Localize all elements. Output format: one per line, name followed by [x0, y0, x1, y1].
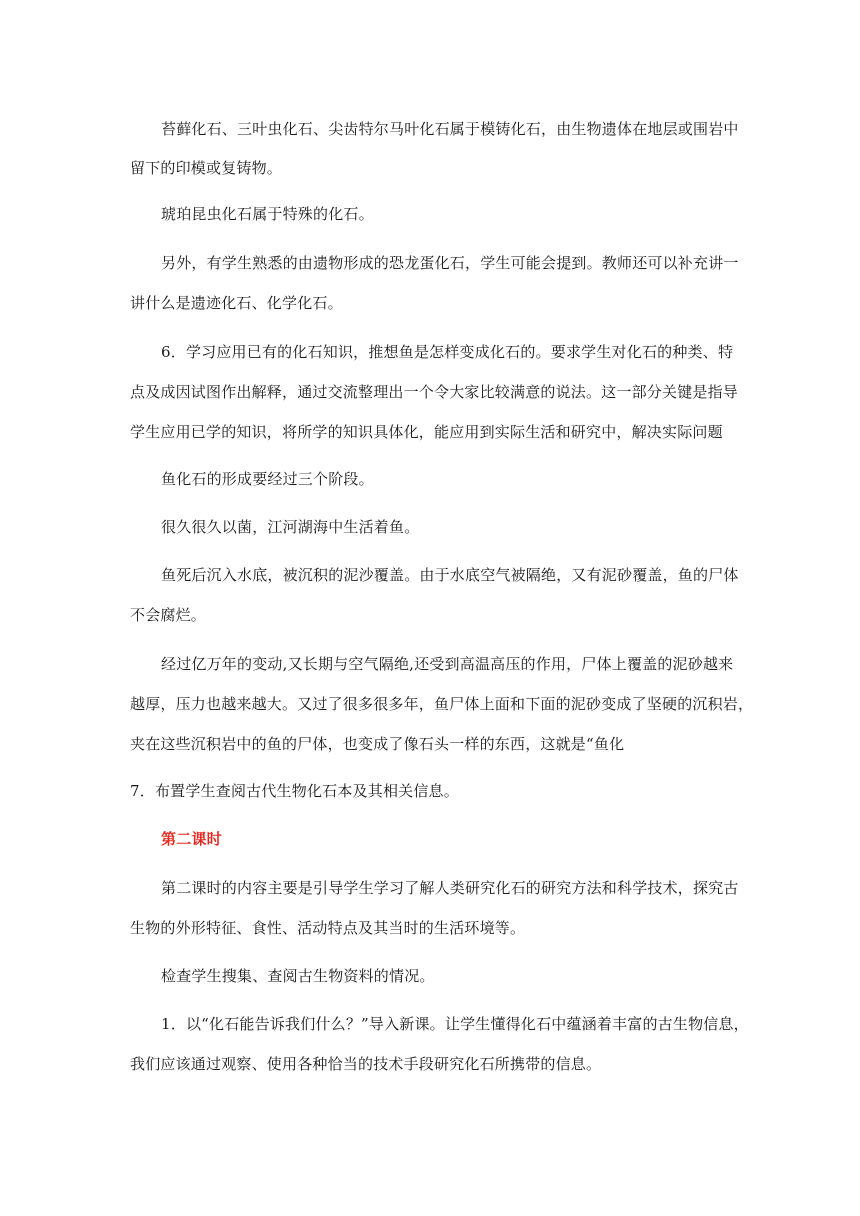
- paragraph-line: 我们应该通过观察、使用各种恰当的技术手段研究化石所携带的信息。: [130, 1055, 602, 1073]
- paragraph-line: 学生应用已学的知识，将所学的知识具体化，能应用到实际生活和研究中，解决实际问题: [130, 423, 723, 441]
- paragraph-line: 1．以“化石能告诉我们什么？”导入新课。让学生懂得化石中蕴涵着丰富的古生物信息，: [161, 1015, 749, 1033]
- paragraph-line: 鱼死后沉入水底，被沉积的泥沙覆盖。由于水底空气被隔绝，又有泥砂覆盖，鱼的尸体: [161, 566, 739, 584]
- paragraph-line: 7．布置学生查阅古代生物化石本及其相关信息。: [130, 782, 459, 800]
- paragraph-line: 点及成因试图作出解释，通过交流整理出一个令大家比较满意的说法。这一部分关键是指导: [130, 383, 739, 401]
- paragraph-line: 越厚，压力也越来越大。又过了很多很多年，鱼尸体上面和下面的泥砂变成了坚硬的沉积岩，: [130, 695, 754, 713]
- paragraph-line: 经过亿万年的变动,又长期与空气隔绝,还受到高温高压的作用，尸体上覆盖的泥砂越来: [161, 655, 734, 673]
- paragraph-line: 生物的外形特征、食性、活动特点及其当时的生活环境等。: [130, 919, 526, 937]
- paragraph-line: 讲什么是遗迹化石、化学化石。: [130, 294, 343, 312]
- paragraph-line: 夹在这些沉积岩中的鱼的尸体，也变成了像石头一样的东西，这就是“鱼化: [130, 735, 625, 753]
- paragraph-line: 不会腐烂。: [130, 606, 207, 624]
- paragraph-line: 6．学习应用已有的化石知识，推想鱼是怎样变成化石的。要求学生对化石的种类、特: [161, 343, 734, 361]
- paragraph-line: 苔藓化石、三叶虫化石、尖齿特尔马叶化石属于模铸化石，由生物遗体在地层或围岩中: [161, 120, 739, 138]
- paragraph-line: 检查学生搜集、查阅古生物资料的情况。: [161, 967, 435, 985]
- paragraph-line: 留下的印模或复铸物。: [130, 159, 283, 177]
- paragraph-line: 第二课时的内容主要是引导学生学习了解人类研究化石的研究方法和科学技术，探究古: [161, 879, 739, 897]
- paragraph-line: 另外，有学生熟悉的由遗物形成的恐龙蛋化石，学生可能会提到。教师还可以补充讲一: [161, 254, 739, 272]
- paragraph-line: 琥珀昆虫化石属于特殊的化石。: [161, 205, 374, 223]
- section-heading: 第二课时: [161, 830, 222, 848]
- paragraph-line: 鱼化石的形成要经过三个阶段。: [161, 470, 374, 488]
- paragraph-line: 很久很久以菌，江河湖海中生活着鱼。: [161, 518, 420, 536]
